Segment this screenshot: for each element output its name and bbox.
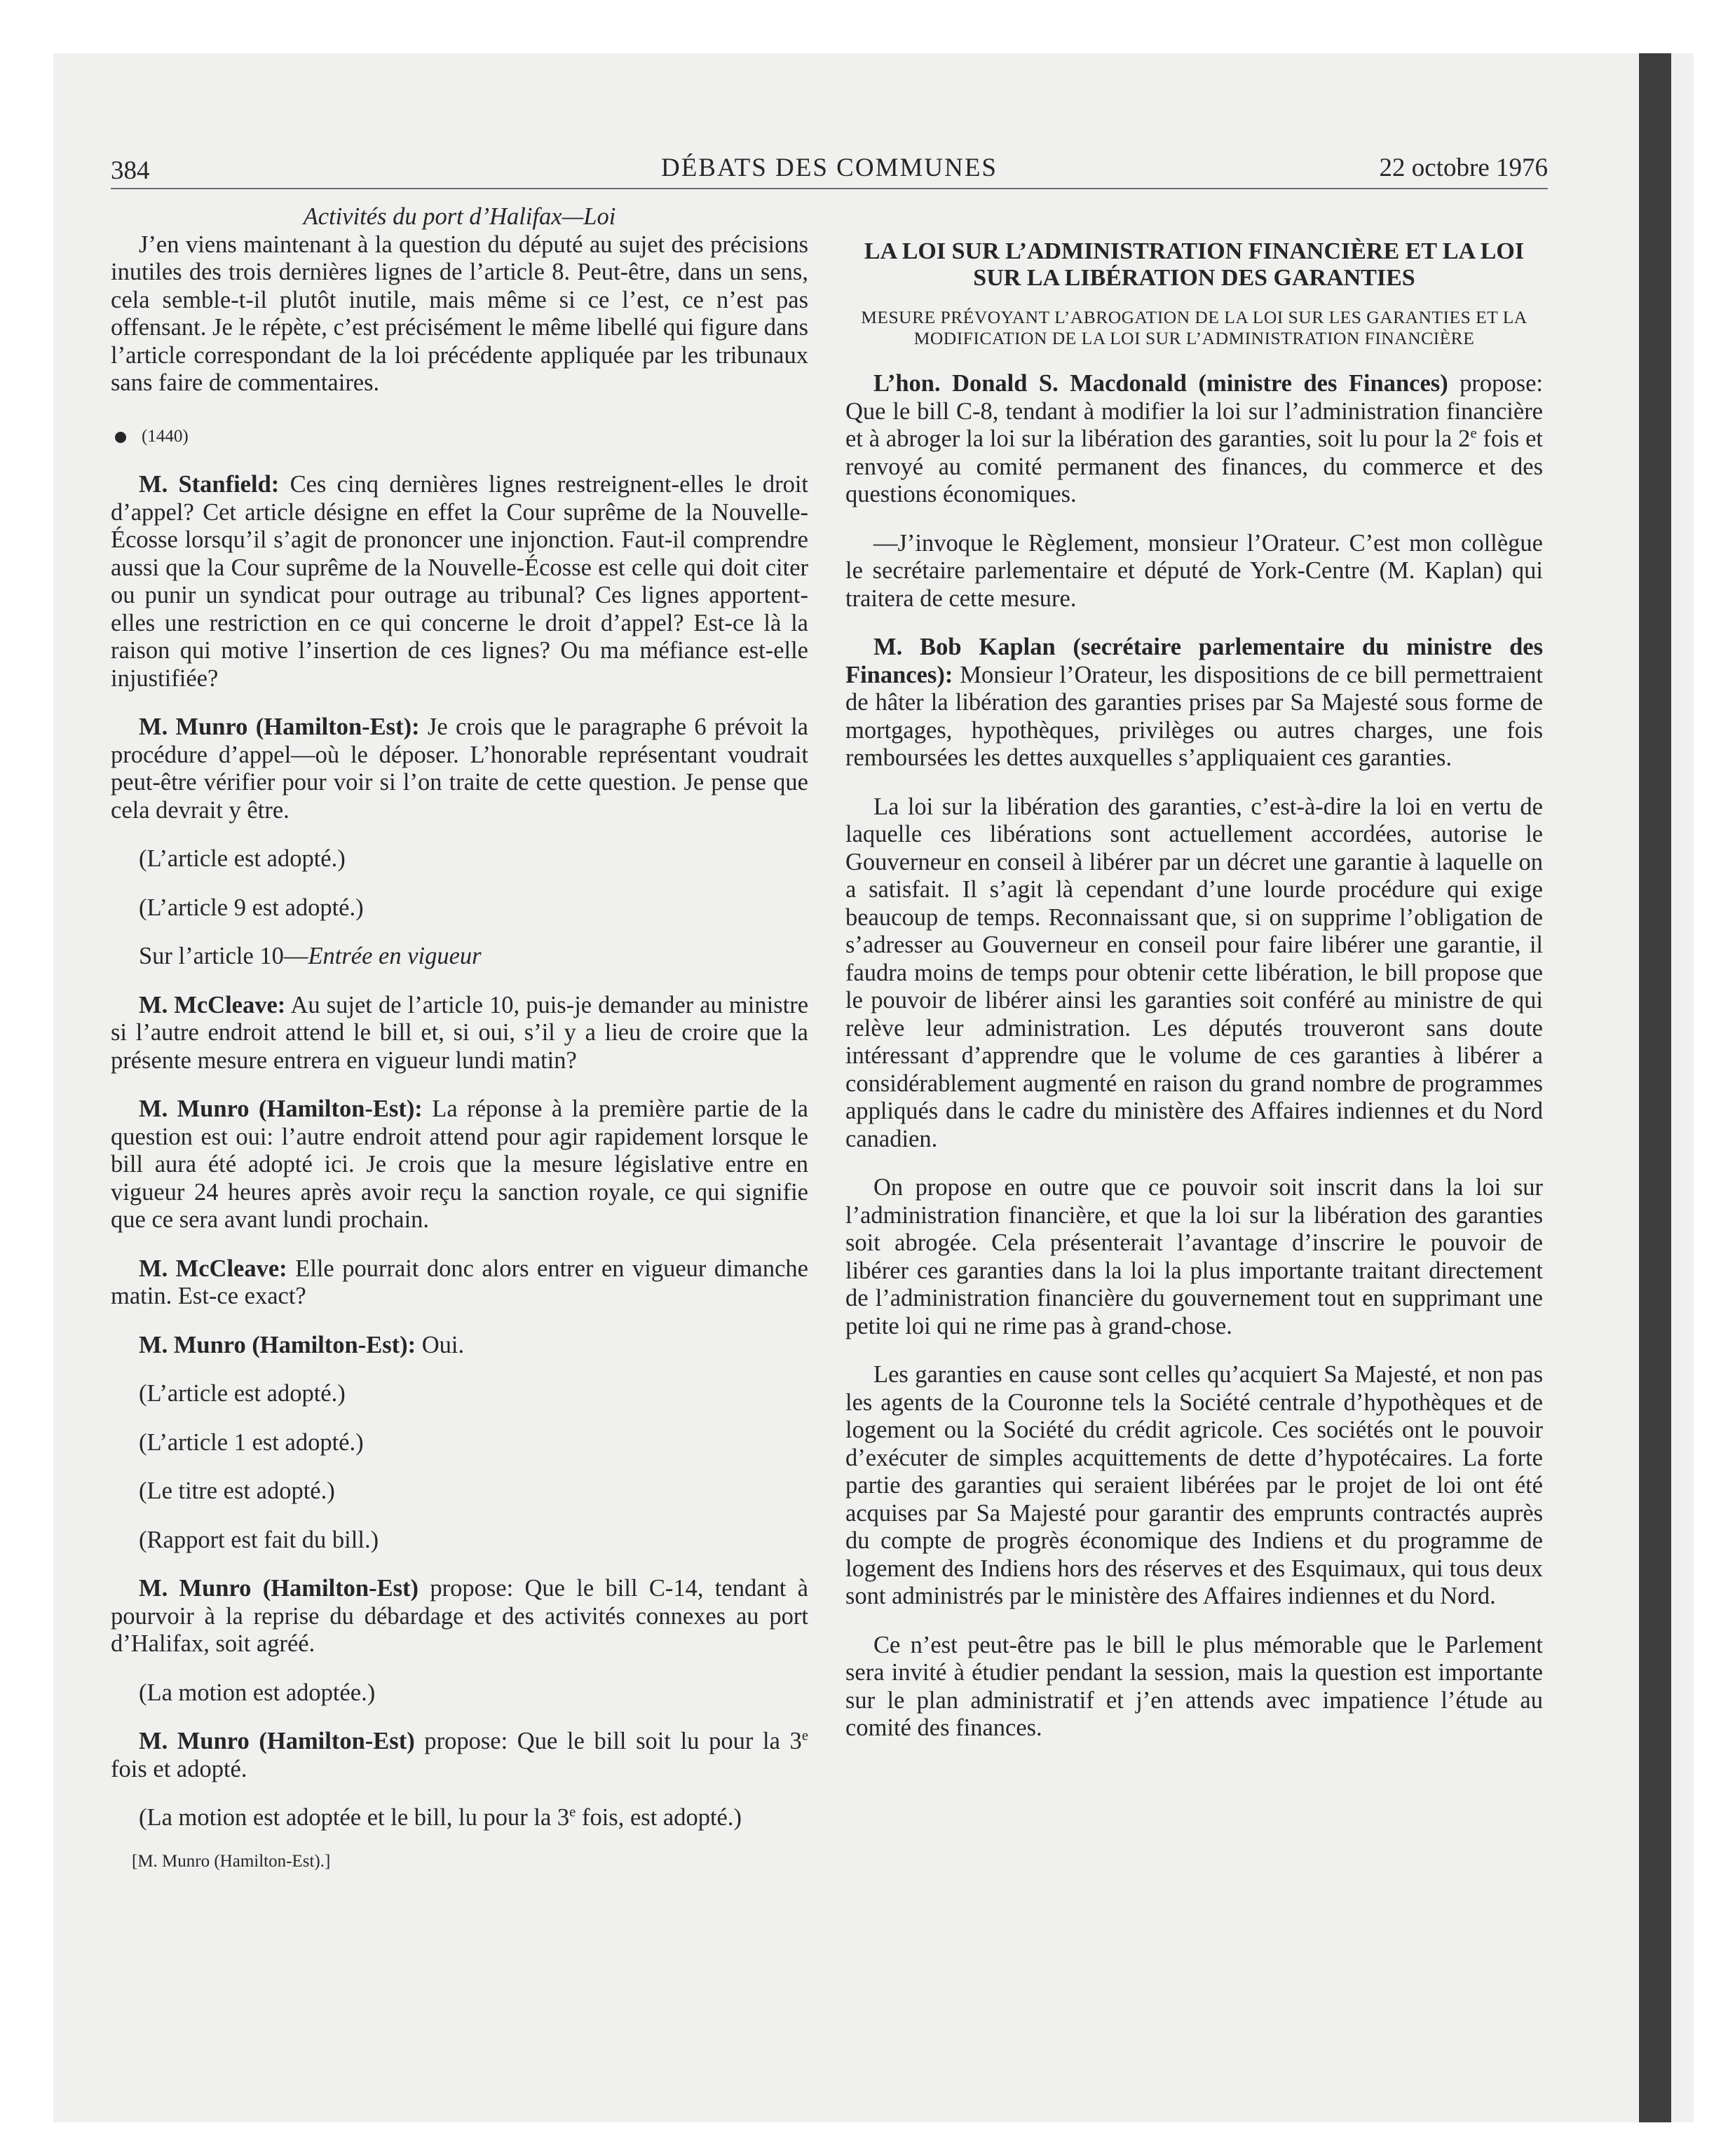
section-subtitle: MESURE PRÉVOYANT L’ABROGATION DE LA LOI SUR LES GARANTIES ET LA MODIFICATION DE LA LOI SUR L’ADMINISTRATION FINANCIÈRE (861, 307, 1528, 348)
speaker-attribution: [M. Munro (Hamilton-Est).] (132, 1851, 331, 1871)
superscript: e (1470, 425, 1477, 442)
speech-text: La réponse à la première partie de la question est oui: l’autre endroit attend pour agir rapidement lorsque le bill aura été adopté ici. Je crois que la mesure législative entre en vigueur 24 heures après avoir reçu la sanction royale, ce qui signifie que ce sera avant lundi prochain. (111, 1096, 808, 1233)
procedural-note: (L’article 1 est adopté.) (139, 1428, 364, 1456)
speaker-name: M. Bob Kaplan (secrétaire parlementaire du ministre des Finances): (845, 634, 1543, 688)
time-marker-text: (1440) (142, 426, 189, 446)
bullet-icon (115, 432, 126, 443)
speech-text: Au sujet de l’article 10, puis-je demander au ministre si l’autre endroit attend le bill et, si oui, s’il y a lieu de croire que la présente mesure entrera en vigueur lundi matin? (111, 991, 809, 1074)
page-number: 384 (111, 156, 150, 185)
time-marker (111, 423, 808, 451)
speaker-name: M. Munro (Hamilton-Est): (139, 714, 420, 740)
speech-text: Ces cinq dernières lignes restreignent-elles le droit d’appel? Cet article désigne en effet la Cour suprême de la Nouvelle-Écosse lorsqu’il s’agit de prononcer une injonction. Faut-il comprendre aussi que la Cour suprême de la Nouvelle-Écosse est celle qui doit citer ou punir un syndicat pour outrage au tribunal? Ces lignes apportent-elles une restriction en ce qui concerne le droit d’appel? Est-ce là la raison qui motive l’insertion de ces lignes? Ou ma méfiance est-elle injustifiée? (111, 471, 808, 692)
speech-kaplan (845, 634, 1543, 772)
article-heading-prefix: Sur l’article 10— (139, 943, 308, 969)
speech-text-tail: fois et adopté. (111, 1755, 247, 1782)
paragraph: Ce n’est peut-être pas le bill le plus mémorable que le Parlement sera invité à étudier pendant la session, mais la question est importante sur le plan administratif et j’en attends avec impatience l’étude au comité des finances. (845, 1631, 1543, 1741)
speech-text: propose: Que le bill C-14, tendant à pourvoir à la reprise du débardage et des activités connexes au port d’Halifax, soit agréé. (111, 1575, 808, 1657)
procedural-note: (L’article est adopté.) (139, 1380, 346, 1407)
speech-text: Elle pourrait donc alors entrer en vigueur dimanche matin. Est-ce exact? (111, 1255, 808, 1309)
procedural-note: (La motion est adoptée.) (139, 1679, 376, 1706)
procedural-note-text: (La motion est adoptée et le bill, lu pour la 3 (139, 1804, 570, 1831)
speaker-name: M. Stanfield: (139, 471, 280, 498)
speaker-name: M. McCleave: (139, 1255, 287, 1282)
speech-text: Oui. (416, 1331, 465, 1358)
speech-munro (111, 1332, 808, 1360)
speech-text: propose: Que le bill soit lu pour la 3 (414, 1728, 802, 1754)
procedural-note: (L’article 9 est adopté.) (139, 894, 364, 921)
page-header (111, 153, 1548, 188)
paragraph: La loi sur la libération des garanties, c’est-à-dire la loi en vertu de laquelle ces libérations sont actuellement accordées, autorise le Gouverneur en conseil à libérer par un décret une garantie à laquelle on a satisfait. Il s’agit là cependant d’une lourde procédure qui exige beaucoup de temps. Reconnaissant que, si on supprime l’obligation de s’adresser au Gouverneur en conseil pour faire libérer une garantie, il faudra moins de temps pour obtenir cette libération, le bill propose que le pouvoir de libérer ainsi les garanties soit conféré au ministre de qui relève leur administration. Les députés trouveront sans doute intéressant d’apprendre que le volume de ces garanties à libérer a considérablement augmenté en raison du grand nombre de programmes appliqués dans le cadre du ministère des Affaires indiennes et du Nord canadien. (845, 793, 1543, 1152)
running-subheading: Activités du port d’Halifax—Loi (303, 203, 616, 230)
speaker-name: M. Munro (Hamilton-Est) (139, 1728, 415, 1754)
paragraph: —J’invoque le Règlement, monsieur l’Orateur. C’est mon collègue le secrétaire parlementaire et député de York-Centre (M. Kaplan) qui traitera de cette mesure. (845, 529, 1543, 612)
speech-stanfield (111, 471, 808, 692)
superscript: e (801, 1728, 808, 1744)
speech-munro (111, 1728, 808, 1783)
superscript: e (569, 1804, 576, 1820)
procedural-note: (Le titre est adopté.) (139, 1478, 335, 1504)
paragraph: Les garanties en cause sont celles qu’acquiert Sa Majesté, et non pas les agents de la Couronne tels la Société centrale d’hypothèques et de logement ou la Société du crédit agricole. Ces sociétés ont le pouvoir d’exécuter de simples acquittements de dette d’hypotécaires. La forte partie des garanties qui seraient libérées par le projet de loi ont été acquises par Sa Majesté pour garantir des emprunts contractés auprès du compte de progrès économique des Indiens et du programme de logement des Indiens hors des réserves et des Esquimaux, qui tous deux sont administrés par le ministère des Affaires indiennes et du Nord. (845, 1361, 1543, 1609)
publication-date: 22 octobre 1976 (1379, 153, 1548, 182)
speech-mccleave (111, 992, 808, 1075)
right-column (845, 238, 1543, 1742)
speech-munro (111, 1096, 808, 1234)
scan-edge-shadow (1639, 53, 1671, 2122)
paragraph: J’en viens maintenant à la question du député au sujet des précisions inutiles des trois dernières lignes de l’article 8. Peut-être, dans un sens, cela semble-t-il plutôt inutile, mais même si ce l’est, ce n’est pas offensant. Je le répète, c’est précisément le même libellé qui figure dans l’article correspondant de la loi précédente appliquée par les tribunaux sans faire de commentaires. (111, 231, 808, 396)
speech-text-tail: fois et renvoyé au comité permanent des finances, du commerce et des questions économiques. (845, 425, 1543, 507)
speaker-name: M. McCleave: (139, 991, 286, 1018)
procedural-note (111, 1804, 808, 1832)
header-rule (111, 188, 1548, 189)
procedural-note-tail: fois, est adopté.) (576, 1804, 742, 1831)
speech-munro (111, 714, 808, 824)
left-column (111, 203, 808, 1875)
procedural-note: (L’article est adopté.) (139, 845, 346, 872)
speaker-name: L’hon. Donald S. Macdonald (ministre des Finances) (873, 370, 1448, 397)
section-title: LA LOI SUR L’ADMINISTRATION FINANCIÈRE ET LA LOI SUR LA LIBÉRATION DES GARANTIES (864, 238, 1525, 291)
procedural-note: (Rapport est fait du bill.) (139, 1526, 379, 1553)
speaker-name: M. Munro (Hamilton-Est) (139, 1575, 419, 1602)
speech-text: propose: Que le bill C-8, tendant à modifier la loi sur l’administration financière et à abroger la loi sur la libération des garanties, soit lu pour la 2 (845, 370, 1543, 452)
speech-mccleave (111, 1255, 808, 1311)
article-heading (111, 943, 808, 971)
speech-text: Je crois que le paragraphe 6 prévoit la procédure d’appel—où le déposer. L’honorable représentant voudrait peut-être vérifier pour voir si l’on traite de cette question. Je pense que cela devrait y être. (111, 714, 808, 824)
article-heading-title: Entrée en vigueur (308, 943, 482, 969)
speech-text: Monsieur l’Orateur, les dispositions de ce bill permettraient de hâter la libération des garanties prises par Sa Majesté sous forme de mortgages, hypothèques, privilèges ou autres charges, une fois remboursées les dettes auxquelles s’appliquaient ces garanties. (845, 661, 1543, 771)
speaker-name: M. Munro (Hamilton-Est): (139, 1331, 416, 1358)
speaker-name: M. Munro (Hamilton-Est): (139, 1096, 423, 1122)
publication-title: DÉBATS DES COMMUNES (660, 153, 998, 182)
speech-macdonald (845, 370, 1543, 509)
paragraph: On propose en outre que ce pouvoir soit inscrit dans la loi sur l’administration financière, et que la loi sur la libération des garanties soit abrogée. Cela présenterait l’avantage d’inscrire le pouvoir de libérer ces garanties dans la loi la plus importante traitant directement de l’administration financière du gouvernement tout en supprimant une petite loi qui ne rime pas à grand-chose. (845, 1174, 1543, 1339)
speech-munro (111, 1575, 808, 1658)
